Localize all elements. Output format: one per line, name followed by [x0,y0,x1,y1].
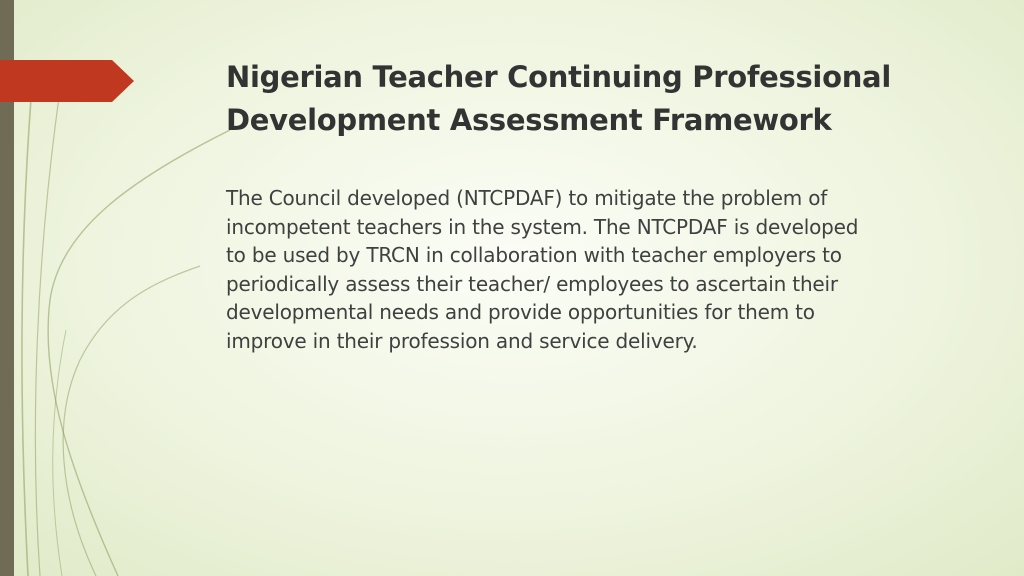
body-line: The Council developed (NTCPDAF) to mitigate the problem of [226,186,828,210]
body-line: incompetent teachers in the system. The NTCPDAF is developed [226,214,859,239]
body-line: periodically assess their teacher/ employees to ascertain their [226,271,838,296]
slide-title [226,56,986,142]
title-line: Nigerian Teacher Continuing Professional [226,60,891,94]
body-line: developmental needs and provide opportunities for them to [226,300,815,324]
title-arrow-accent [0,60,134,102]
title-line: Development Assessment Framework [226,103,832,137]
body-line: to be used by TRCN in collaboration with teacher employers to [226,243,842,267]
body-line: improve in their profession and service delivery. [226,328,698,353]
decor-curve-4 [63,266,200,576]
decor-curve-3 [48,130,230,576]
slide-body-text [226,184,986,355]
decor-curve-1 [22,60,34,576]
